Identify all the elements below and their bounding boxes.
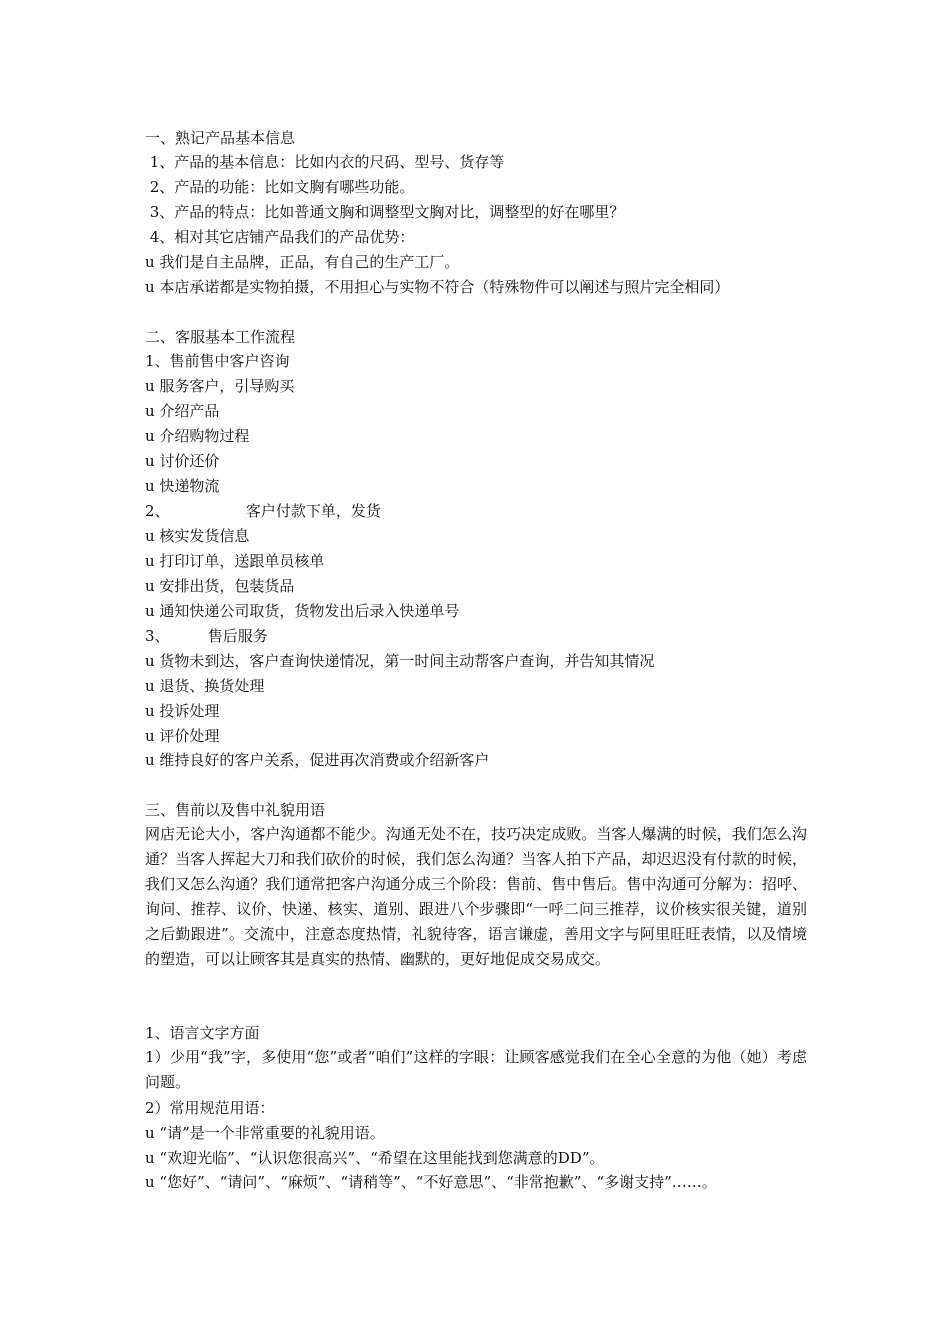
section3-subheading: 1、语言文字方面 <box>145 1024 260 1042</box>
section2-item: u 通知快递公司取货，货物发出后录入快递单号 <box>145 602 460 620</box>
section2-item: u 安排出货，包装货品 <box>145 577 295 595</box>
section2-item: u 服务客户，引导购买 <box>145 377 295 395</box>
section3-bullet: u “请”是一个非常重要的礼貌用语。 <box>145 1124 385 1142</box>
section3-heading: 三、售前以及售中礼貌用语 <box>145 801 326 819</box>
section2-item: u 退货、换货处理 <box>145 677 265 695</box>
section1-item: 4、相对其它店铺产品我们的产品优势： <box>145 228 415 246</box>
section2-item: u 维持良好的客户关系，促进再次消费或介绍新客户 <box>145 751 490 769</box>
section2-item: u 讨价还价 <box>145 452 220 470</box>
section2-item: u 快递物流 <box>145 477 220 495</box>
section1-item: u 本店承诺都是实物拍摄，不用担心与实物不符合（特殊物件可以阐述与照片完全相同） <box>145 278 730 296</box>
section1-item: 2、产品的功能：比如文胸有哪些功能。 <box>145 178 415 196</box>
section3-bullet: u “您好”、“请问”、“麻烦”、“请稍等”、“不好意思”、“非常抱歉”、“多谢支持”……。 <box>145 1173 717 1191</box>
section3-intro-paragraph: 网店无论大小，客户沟通都不能少。沟通无处不在，技巧决定成败。当客人爆满的时候，我们怎么沟通？当客人挥起大刀和我们砍价的时候，我们怎么沟通？当客人拍下产品，却迟迟没有付款的时候，我们又怎么沟通？我们通常把客户沟通分成三个阶段：售前、售中售后。售中沟通可分解为：招呼、询问、推荐、议价、快递、核实、道别、跟进八个步骤即“一呼二问三推荐，议价核实很关键，道别之后勤跟进”。交流中，注意态度热情，礼貌待客，语言谦虚，善用文字与阿里旺旺表情，以及情境的塑造，可以让顾客其是真实的热情、幽默的，更好地促成交易成交。 <box>145 825 807 968</box>
section2-item: 3、 售后服务 <box>145 627 268 645</box>
section2-item: u 货物未到达，客户查询快递情况，第一时间主动帮客户查询，并告知其情况 <box>145 652 655 670</box>
section2-item: u 介绍产品 <box>145 402 220 420</box>
section2-item: 2、 客户付款下单，发货 <box>145 502 381 520</box>
section1-heading: 一、熟记产品基本信息 <box>145 129 296 147</box>
section2-item: u 评价处理 <box>145 727 220 745</box>
section2-item: u 介绍购物过程 <box>145 427 250 445</box>
section2-heading: 二、客服基本工作流程 <box>145 328 296 346</box>
section1-item: 3、产品的特点：比如普通文胸和调整型文胸对比，调整型的好在哪里？ <box>145 203 625 221</box>
section2-item: u 投诉处理 <box>145 702 220 720</box>
section2-item: u 核实发货信息 <box>145 527 250 545</box>
section2-item: u 打印订单，送跟单员核单 <box>145 552 325 570</box>
section3-point-1: 1）少用“我”字，多使用“您”或者“咱们”这样的字眼：让顾客感觉我们在全心全意的为他（她）考虑问题。 <box>145 1048 807 1091</box>
section3-point-2: 2）常用规范用语： <box>145 1099 275 1117</box>
section2-item: 1、售前售中客户咨询 <box>145 352 290 370</box>
section1-item: 1、产品的基本信息：比如内衣的尺码、型号、货存等 <box>145 153 505 171</box>
section1-item: u 我们是自主品牌，正品，有自己的生产工厂。 <box>145 253 460 271</box>
section3-bullet: u “欢迎光临”、“认识您很高兴”、“希望在这里能找到您满意的DD”。 <box>145 1149 605 1167</box>
